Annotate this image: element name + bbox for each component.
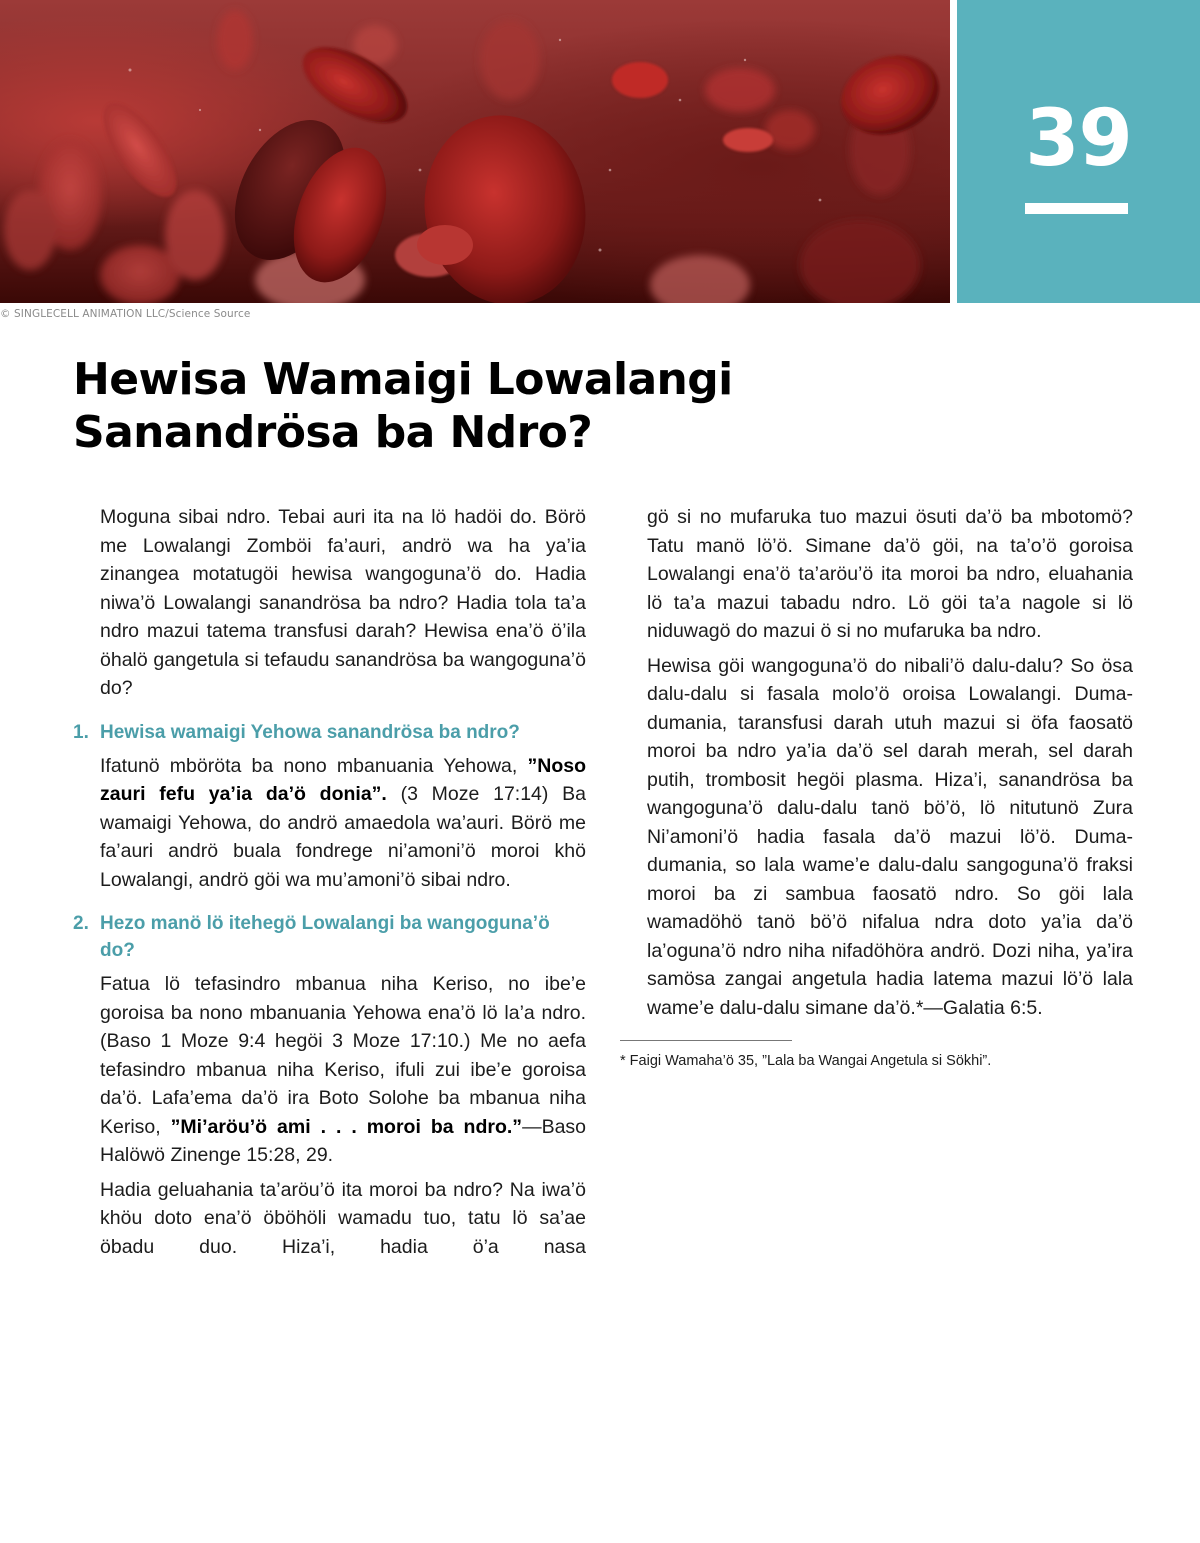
section-1-paragraph xyxy=(100,752,586,895)
chapter-number-underline xyxy=(1025,203,1128,214)
right-column xyxy=(620,503,1133,1071)
section-2-paragraph-1 xyxy=(100,970,586,1170)
question-number: 2. xyxy=(73,913,89,934)
footnote: * Faigi Wamaha’ö 35, ”Lala ba Wangai Angetula si Sökhi”. xyxy=(620,1053,992,1069)
section-2-paragraph-2-continued: gö si no mufaruka tuo mazui ösuti da’ö ba mbotomö? Tatu manö lö’ö. Simane da’ö göi, na ta’o’ö goroisa Lowalangi ena’ö ta’aröu’ö ita moroi ba ndro, eluahania lö ta’a mazui tabadu ndro. Lö göi ta’a nagole si lö niduwagö do mazui ö si no mufaruka ba ndro. xyxy=(647,506,1133,642)
chapter-number: 39 xyxy=(1025,94,1132,184)
intro-paragraph: Moguna sibai ndro. Tebai auri ita na lö hadöi do. Börö me Lowalangi Zomböi fa’auri, andrö wa ha ya’ia zinangea motatugöi hewisa wangoguna’ö do. Hadia niwa’ö Lowalangi sanandrösa ba ndro? Hadia tola ta’a ndro mazui tatema transfusi darah? Hewisa ena’ö ö’ila öhalö gangetula si tefaudu sanandrösa ba wangoguna’ö do? xyxy=(100,506,586,699)
hero-image-blood-cells xyxy=(0,0,950,303)
text-run: —Baso Halöwö Zinenge 15:28, 29. xyxy=(100,1115,587,1166)
text-run: (3 Moze 17:14) Ba wamaigi Yehowa, do andrö amaedola wa’auri. Börö me fa’auri andrö buala fondrege ni’amoni’ö moroi khö Lowalangi, andrö göi wa mu’amoni’ö sibai ndro. xyxy=(100,783,586,891)
question-heading-2 xyxy=(73,910,586,964)
section-2-paragraph-2: Hadia geluahania ta’aröu’ö ita moroi ba ndro? Na iwa’ö khöu doto ena’ö öböhöli wamadu tuo, tatu lö sa’ae öbadu duo. Hiza’i, hadia ö’a nasa xyxy=(100,1178,586,1258)
question-number: 1. xyxy=(73,721,89,743)
chapter-number-block xyxy=(957,0,1200,303)
text-run: Ifatunö mböröta ba nono mbanuania Yehowa, xyxy=(100,754,528,777)
question-heading-1 xyxy=(73,719,586,746)
text-run: Fatua lö tefasindro mbanua niha Keriso, no ibe’e goroisa ba nono mbanuania Yehowa ena’ö lö la’a ndro. (Baso 1 Moze 9:4 hegöi 3 Moze 17:10.) Me no aefa tefasindro mbanua niha Keriso, ifuli zui ibe’e goroisa da’ö. Lafa’ema da’ö ira Boto Solohe ba mbanua niha Keriso, xyxy=(100,973,586,1138)
bold-quote: ”Noso zauri fefu ya’ia da’ö donia”. xyxy=(100,754,586,805)
page-title xyxy=(73,353,833,459)
blood-cells-photo-icon xyxy=(0,0,950,303)
photo-credit: © SINGLECELL ANIMATION LLC/Science Source xyxy=(0,308,251,320)
footnote-divider xyxy=(620,1040,792,1041)
question-text: Hewisa wamaigi Yehowa sanandrösa ba ndro? xyxy=(100,721,520,743)
page-title-line-2: Sanandrösa ba Ndro? xyxy=(73,407,593,458)
question-text: Hezo manö lö itehegö Lowalangi ba wangoguna’ö do? xyxy=(100,913,550,961)
page-title-line-1: Hewisa Wamaigi Lowalangi xyxy=(73,354,733,405)
left-column xyxy=(73,503,586,1267)
section-2-paragraph-3: Hewisa göi wangoguna’ö do nibali’ö dalu-dalu? So ösa dalu-dalu si fasala molo’ö oroisa Lowalangi. Duma-dumania, taransfusi darah utuh mazui si öfa faosatö moroi ba ndro ya’ia da’ö sel darah merah, sel darah putih, trombosit hegöi plasma. Hiza’i, sanandrösa ba wangoguna’ö dalu-dalu tanö bö’ö, lö nitutunö Zura Ni’amoni’ö hadia fasala da’ö mazui lö’ö. Duma-dumania, so lala wame’e dalu-dalu sangoguna’ö fraksi moroi ba zi sambua faosatö ndro. So göi lala wamadöhö tanö bö’ö nifalua ndra doto ya’ia da’ö la’oguna’ö ndro niha nifadöhöra andrö. Dozi niha, ya’ira samösa zangai angetula hadia latema mazui lö’ö lala wame’e dalu-dalu simane da’ö.*—Galatia 6:5. xyxy=(647,654,1133,1019)
bold-quote: ”Mi’aröu’ö ami . . . moroi ba ndro.” xyxy=(170,1115,523,1138)
